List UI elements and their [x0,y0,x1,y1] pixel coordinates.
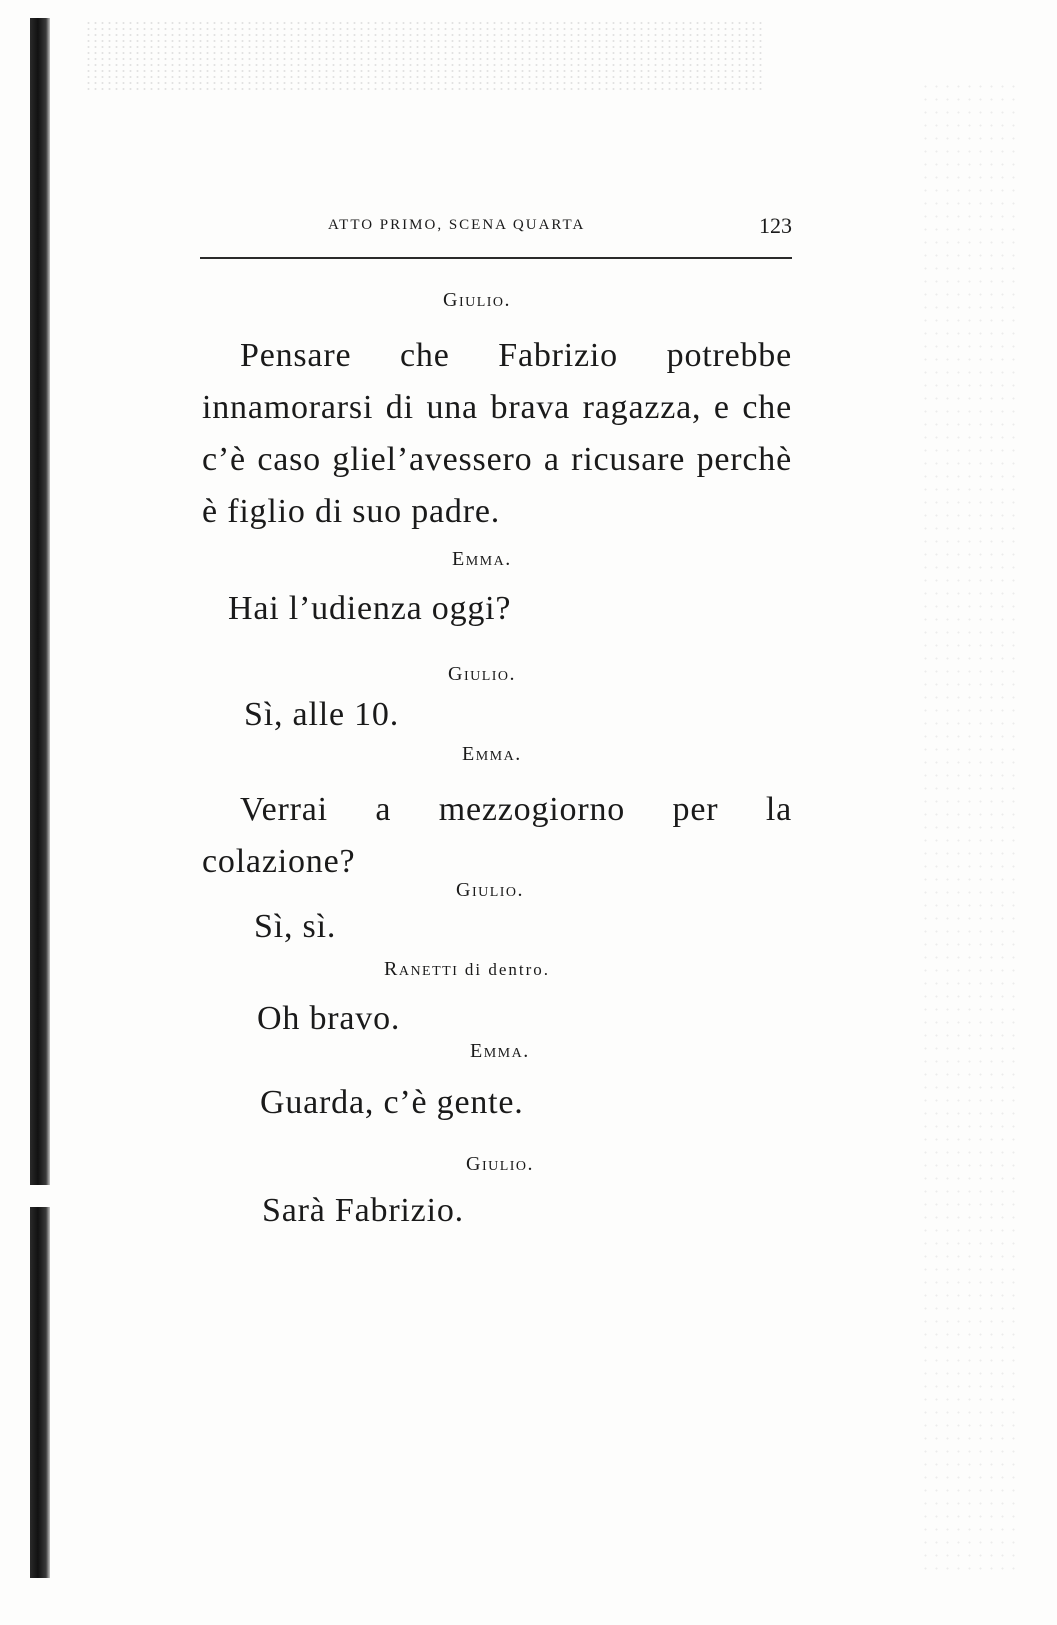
stage-direction: di dentro. [464,960,551,979]
speaker-name: Giulio. [448,663,517,685]
binding-edge-gap [26,1185,60,1207]
speech-text: Guarda, c’è gente. [260,1084,524,1121]
scan-noise-right [920,80,1020,1580]
speech-text: Sarà Fabrizio. [262,1192,464,1229]
speaker-name: Giulio. [456,879,525,901]
binding-edge [30,18,50,1578]
running-head [200,213,792,259]
page-number: 123 [759,213,792,238]
speaker-name: Giulio. [466,1153,535,1175]
speech-text: Pensare che Fabrizio potrebbe innamorarsi di una brava ragazza, e che c’è caso gliel’avessero a ricusare perchè è figlio di suo padre. [202,337,792,530]
speech-text: Hai l’udienza oggi? [228,590,512,627]
speaker-name: Giulio. [443,289,512,311]
speaker-name: Emma. [470,1040,530,1062]
speaker-name: Emma. [452,548,512,570]
running-title: ATTO PRIMO, SCENA QUARTA [328,217,586,233]
speech-text: Oh bravo. [257,1000,401,1037]
speaker-name: Emma. [462,743,522,765]
speaker-stage-line [384,958,550,981]
speech-text: Verrai a mezzogiorno per la colazione? [202,791,792,880]
scan-noise-top [85,20,765,90]
speech-text: Sì, sì. [254,908,337,945]
speech-text: Sì, alle 10. [244,696,400,733]
speaker-name: Ranetti [384,958,459,980]
